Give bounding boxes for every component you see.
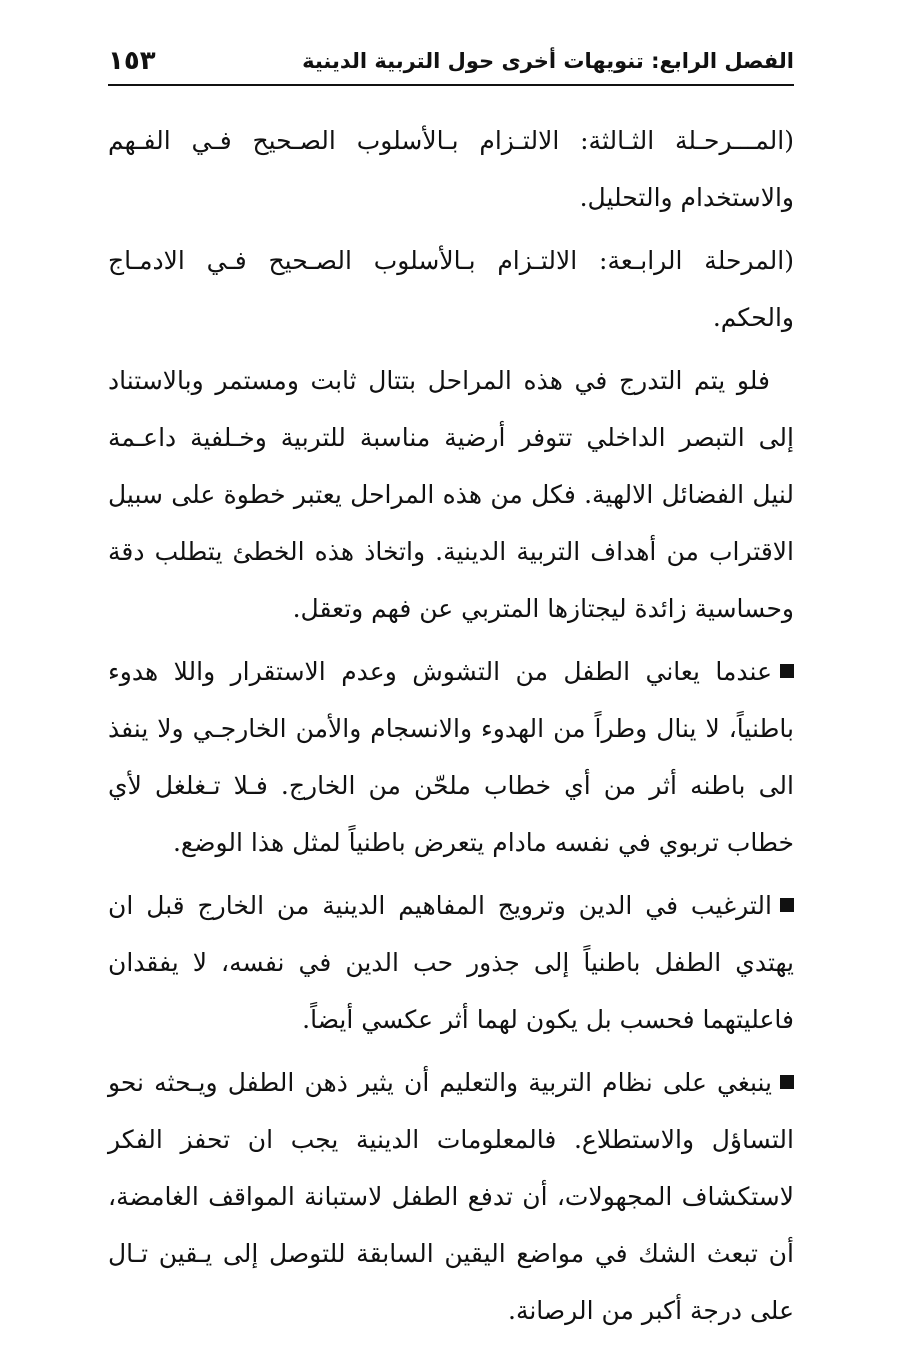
square-bullet-icon: [780, 898, 794, 912]
paragraph-stage-four: [108, 232, 794, 346]
paragraph-text: (المرحلة الرابـعة: الالتـزام بـالأسلوب الصـحيح فـي الادمـاج والحكم.: [108, 246, 794, 332]
square-bullet-icon: [780, 664, 794, 678]
bullet-paragraph-questioning: [108, 1054, 794, 1339]
bullet-paragraph-religious-encouragement: [108, 877, 794, 1048]
chapter-title: الفصل الرابع: تنويهات أخرى حول التربية الدينية: [302, 49, 794, 73]
bullet-paragraph-inner-peace: [108, 643, 794, 871]
running-header: [108, 38, 794, 86]
square-bullet-icon: [780, 1075, 794, 1089]
paragraph-text: ينبغي على نظام التربية والتعليم أن يثير ذهن الطفل ويـحثه نحو التساؤل والاستطلاع. فالمعلومات الدينية يجب ان تحفز الفكر لاستكشاف المجهولات، أن تدفع الطفل لاستبانة المواقف الغامضة، أن تبعث الشك في مواضع اليقين السابقة للتوصل إلى يـقين تـال على درجة أكبر من الرصانة.: [108, 1068, 794, 1325]
paragraph-text: فلو يتم التدرج في هذه المراحل بتتال ثابت ومستمر وبالاستناد إلى التبصر الداخلي تتوفر أرضية مناسبة للتربية وخـلفية داعـمة لنيل الفضائل الالهية. فكل من هذه المراحل يعتبر خطوة على سبيل الاقتراب من أهداف التربية الدينية. واتخاذ هذه الخطئ يتطلب دقة وحساسية زائدة ليجتازها المتربي عن فهم وتعقل.: [108, 366, 794, 623]
body-text: [108, 112, 794, 1345]
paragraph-gradual-stages: [108, 352, 794, 637]
paragraph-text: الترغيب في الدين وترويج المفاهيم الدينية من الخارج قبل ان يهتدي الطفل باطنياً إلى جذور حب الدين في نفسه، لا يفقدان فاعليتهما فحسب بل يكون لهما أثر عكسي أيضاً.: [108, 891, 794, 1034]
paragraph-text: عندما يعاني الطفل من التشوش وعدم الاستقرار واللا هدوء باطنياً، لا ينال وطراً من الهدوء والانسجام والأمن الخارجـي ولا ينفذ الى باطنه أثر من أي خطاب ملحّن من الخارج. فـلا تـغلغل لأي خطاب تربوي في نفسه مادام يتعرض باطنياً لمثل هذا الوضع.: [108, 657, 794, 857]
page-number: ١٥٣: [108, 46, 156, 76]
paragraph-stage-three: [108, 112, 794, 226]
paragraph-text: (المـــرحـلة الثـالثة: الالتـزام بـالأسلوب الصـحيح فـي الفـهم والاستخدام والتحليل.: [108, 126, 794, 212]
